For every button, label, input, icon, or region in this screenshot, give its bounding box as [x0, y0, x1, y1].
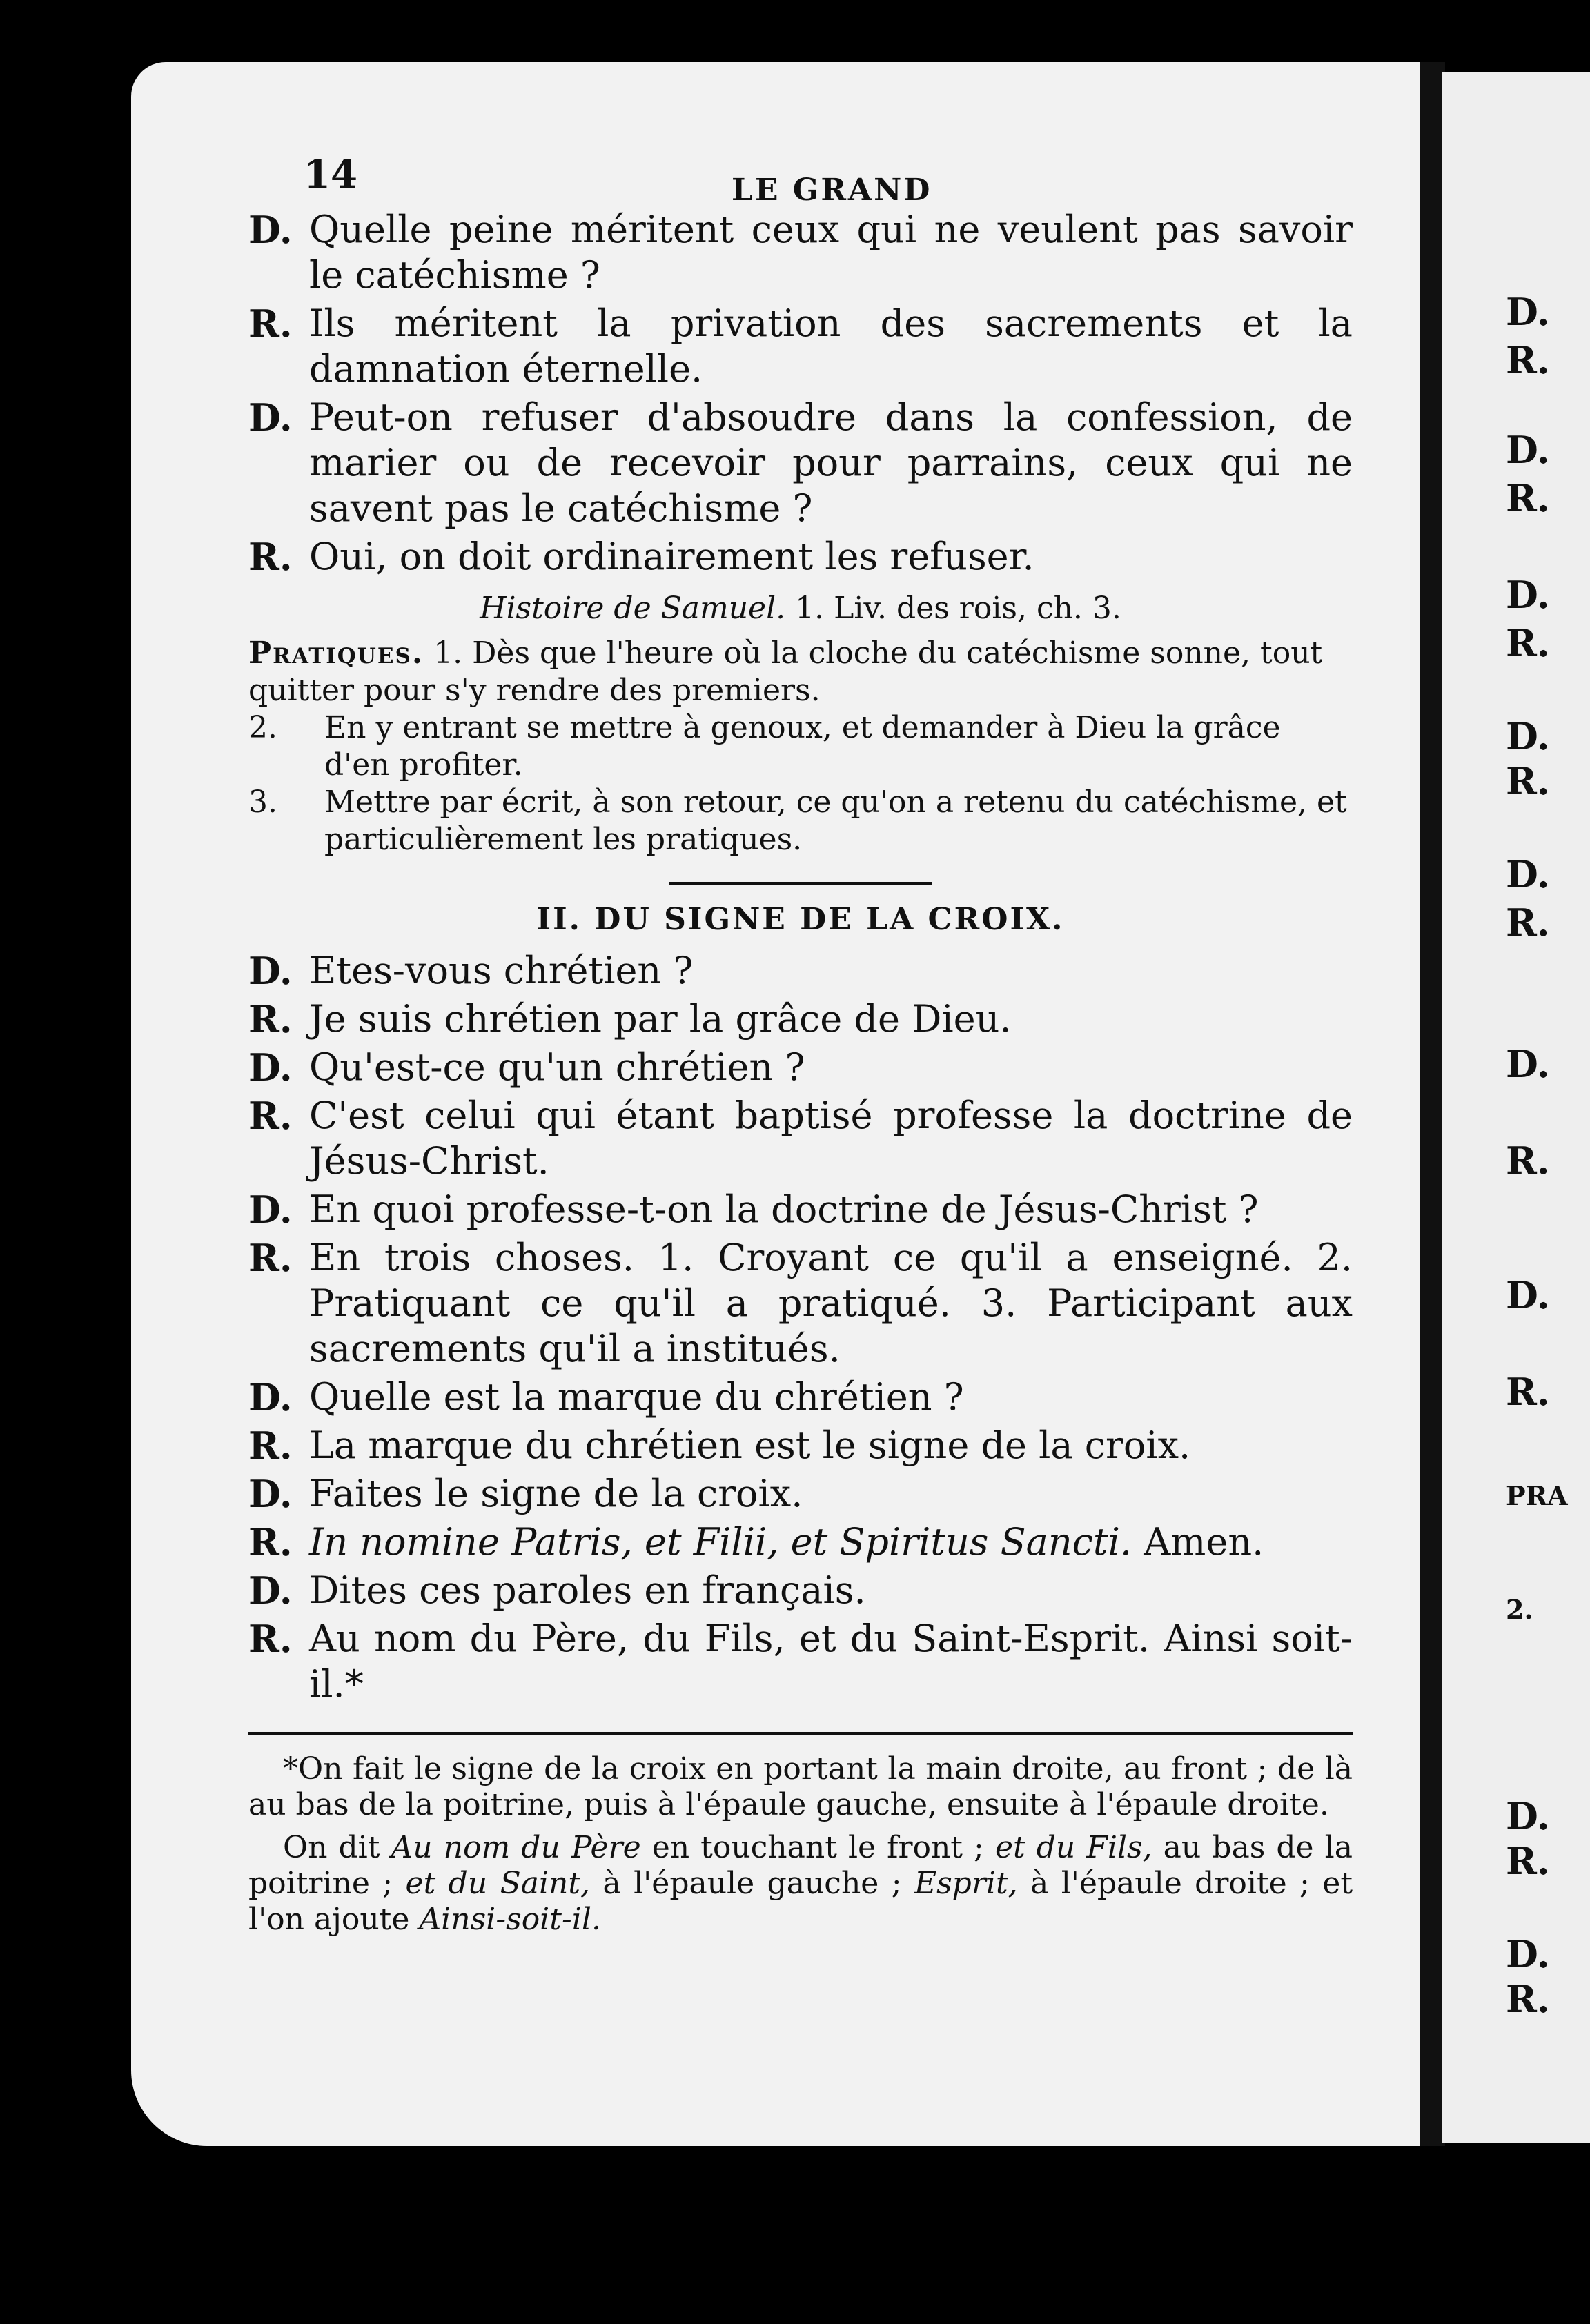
right-margin-label: D. [1506, 1794, 1550, 1838]
right-margin-label: D. [1506, 1932, 1550, 1976]
qa-item [248, 1235, 1353, 1372]
qa-item [248, 1375, 1353, 1420]
book-gutter [1420, 62, 1445, 2146]
qa-text: Peut-on refuser d'absoudre dans la confession, de marier ou de recevoir pour parrains, ceux qui ne savent pas le catéchisme ? [309, 395, 1353, 530]
fn2-i: à l'épaule droite ; et l'on ajoute [248, 1866, 1353, 1937]
qa-item [248, 1187, 1353, 1232]
qa-text: Ils méritent la privation des sacrements et la damnation éternelle. [309, 302, 1353, 391]
qa-label: D. [248, 1472, 293, 1516]
source-reference [248, 587, 1353, 631]
right-margin-label: D. [1506, 714, 1550, 758]
qa-label: R. [248, 1094, 293, 1138]
qa-item [248, 996, 1353, 1042]
fn2-d: et du Fils, [994, 1830, 1152, 1865]
qa-text: Je suis chrétien par la grâce de Dieu. [309, 997, 1012, 1041]
qa-item [248, 301, 1353, 392]
qa-label: D. [248, 1375, 293, 1419]
qa-text: Quelle peine méritent ceux qui ne veulent pas savoir le catéchisme ? [309, 208, 1353, 297]
fn2-c: en touchant le front ; [651, 1830, 984, 1865]
qa-text: Faites le signe de la croix. [309, 1472, 803, 1515]
right-margin-label: D. [1506, 290, 1550, 334]
fn2-f: et du Saint, [405, 1866, 591, 1901]
qa-text: En trois choses. 1. Croyant ce qu'il a enseigné. 2. Pratiquant ce qu'il a pratiqué. 3. Participant aux sacrements qu'il a institués. [309, 1236, 1353, 1370]
right-margin-label: R. [1506, 1370, 1550, 1414]
latin-amen: Amen. [1144, 1520, 1264, 1564]
fn2-h: Esprit, [914, 1866, 1018, 1901]
page-header [248, 131, 1353, 207]
qa-text: La marque du chrétien est le signe de la croix. [309, 1424, 1191, 1467]
right-margin-label: R. [1506, 1977, 1550, 2021]
qa-label: R. [248, 1236, 293, 1280]
pratiques-text [248, 635, 1353, 709]
footnote-1: *On fait le signe de la croix en portant la main droite, au front ; de là au bas de la poitrine, puis à l'épaule gauche, ensuite à l'épaule droite. [248, 1751, 1353, 1822]
running-title: LE GRAND [732, 173, 932, 208]
qa-label: D. [248, 1045, 293, 1090]
qa-item [248, 207, 1353, 298]
qa-item [248, 1471, 1353, 1517]
qa-label: R. [248, 1424, 293, 1468]
qa-label: R. [248, 1617, 293, 1661]
right-margin-label: D. [1506, 428, 1550, 472]
qa-text: En quoi professe-t-on la doctrine de Jésus-Christ ? [309, 1188, 1259, 1231]
footnote-rule [248, 1732, 1353, 1735]
qa-item [248, 1045, 1353, 1090]
right-margin-label: R. [1506, 621, 1550, 665]
reference-title: Histoire de Samuel. [480, 591, 786, 626]
right-margin-label: D. [1506, 1042, 1550, 1086]
section-title: II. DU SIGNE DE LA CROIX. [536, 902, 1065, 937]
right-margin-label: R. [1506, 338, 1550, 382]
right-margin-label: D. [1506, 1273, 1550, 1317]
qa-text: Oui, on doit ordinairement les refuser. [309, 535, 1034, 578]
page-content [248, 131, 1353, 1944]
latin-formula: In nomine Patris, et Filii, et Spiritus Sancti. [309, 1520, 1132, 1564]
right-margin-label: PRA [1506, 1480, 1568, 1511]
qa-text: Etes-vous chrétien ? [309, 949, 694, 992]
qa-item [248, 1568, 1353, 1613]
pratiques-label: Pratiques. [248, 636, 424, 671]
pratique-item [248, 784, 1353, 858]
footnote-2 [248, 1830, 1353, 1938]
qa-text: Qu'est-ce qu'un chrétien ? [309, 1045, 805, 1089]
qa-item [248, 948, 1353, 994]
right-margin-label: R. [1506, 900, 1550, 945]
qa-item [248, 395, 1353, 531]
page-number: 14 [304, 152, 357, 197]
right-margin-label: R. [1506, 1139, 1550, 1183]
qa-label: D. [248, 208, 293, 252]
qa-label: R. [248, 535, 293, 579]
right-margin-label: R. [1506, 476, 1550, 520]
qa-text: Dites ces paroles en français. [309, 1568, 866, 1612]
fn2-g: à l'épaule gauche ; [602, 1866, 902, 1901]
reference-detail: 1. Liv. des rois, ch. 3. [795, 591, 1121, 626]
fn2-b: Au nom du Père [391, 1830, 641, 1865]
qa-item [248, 1423, 1353, 1468]
pratique-item [248, 709, 1353, 784]
pratique-item [248, 635, 1353, 709]
qa-label: D. [248, 949, 293, 993]
pratique-number: 1. [433, 636, 463, 671]
qa-item [248, 534, 1353, 580]
pratique-number: 3. [248, 785, 277, 820]
qa-label: D. [248, 1568, 293, 1613]
qa-label: D. [248, 395, 293, 440]
fn2-e: au bas de la poitrine ; [248, 1830, 1353, 1901]
right-margin-label: D. [1506, 852, 1550, 896]
qa-label: R. [248, 1520, 293, 1564]
qa-item [248, 1616, 1353, 1707]
qa-item-latin [248, 1519, 1353, 1565]
section-divider [669, 882, 932, 885]
qa-text [309, 1519, 1353, 1565]
pratique-text: Dès que l'heure où la cloche du catéchisme sonne, tout quitter pour s'y rendre des premiers. [248, 636, 1323, 708]
qa-label: R. [248, 997, 293, 1041]
fn2-a: On dit [283, 1830, 380, 1865]
qa-text: C'est celui qui étant baptisé professe la doctrine de Jésus-Christ. [309, 1094, 1353, 1183]
pratiques-block [248, 635, 1353, 858]
right-margin-label: D. [1506, 573, 1550, 617]
right-margin-label: R. [1506, 759, 1550, 803]
qa-text: Quelle est la marque du chrétien ? [309, 1375, 964, 1419]
qa-label: R. [248, 302, 293, 346]
pratique-number: 2. [248, 710, 277, 745]
pratique-text: En y entrant se mettre à genoux, et demander à Dieu la grâce d'en profiter. [324, 710, 1281, 782]
qa-text: Au nom du Père, du Fils, et du Saint-Esprit. Ainsi soit-il.* [309, 1617, 1353, 1706]
fn2-j: Ainsi-soit-il. [419, 1902, 601, 1937]
qa-item [248, 1093, 1353, 1184]
right-margin-label: R. [1506, 1839, 1550, 1883]
pratique-text: Mettre par écrit, à son retour, ce qu'on a retenu du catéchisme, et particulièrement les pratiques. [324, 785, 1347, 857]
right-margin-label: 2. [1506, 1594, 1533, 1625]
qa-label: D. [248, 1188, 293, 1232]
